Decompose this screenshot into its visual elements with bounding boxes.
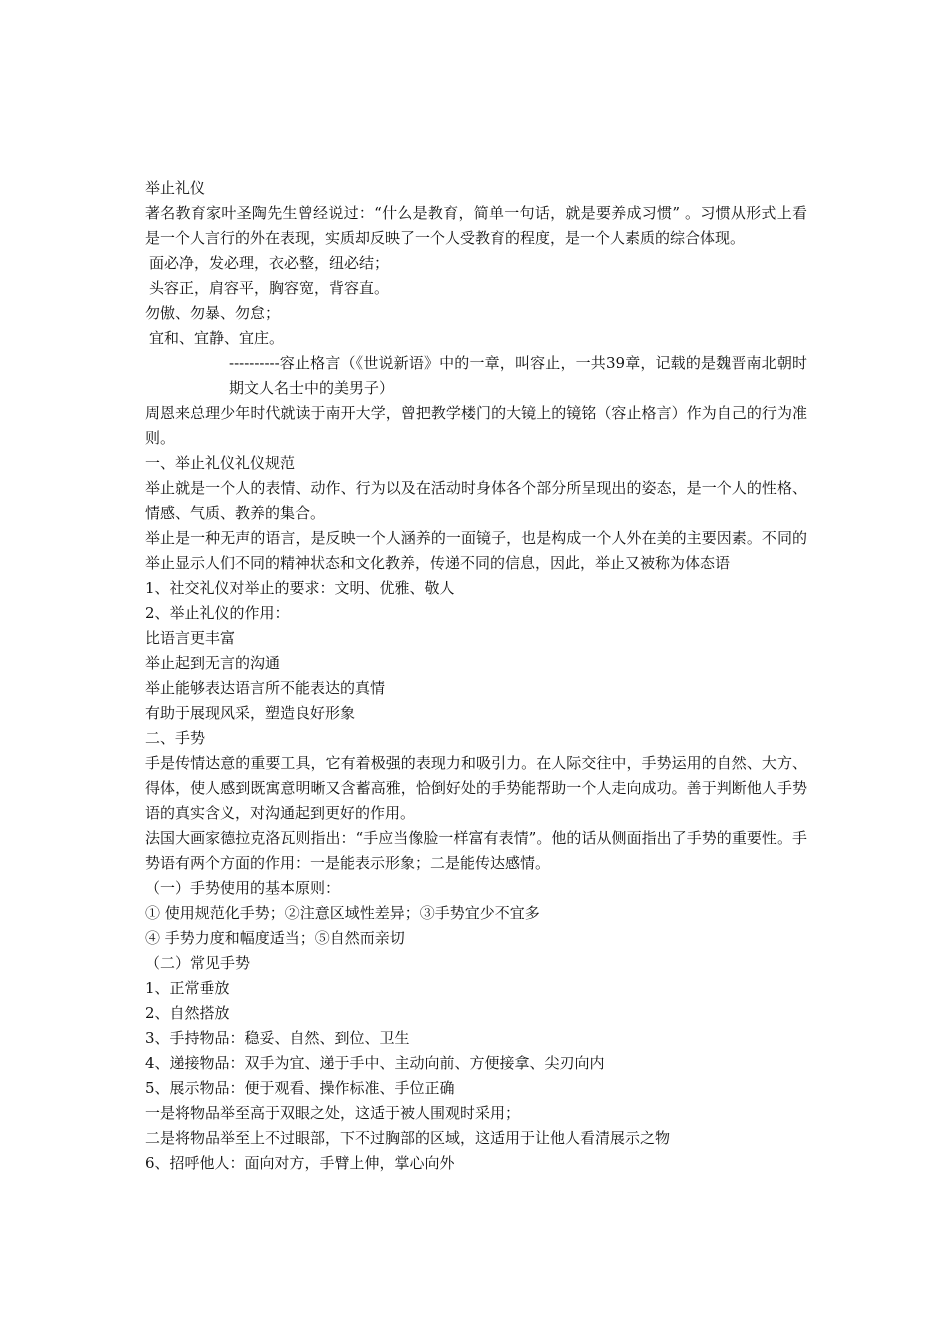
section-heading-1: 一、举止礼仪礼仪规范 (145, 454, 296, 472)
function-line-4: 有助于展现风采，塑造良好形象 (145, 704, 356, 722)
maxim-source: ----------容止格言（《世说新语》中的一章，叫容止，一共39章，记载的是魏晋南北朝时期文人名士中的美男子） (229, 354, 807, 397)
subheading-principles: （一）手势使用的基本原则： (145, 879, 341, 897)
section-heading-2: 二、手势 (145, 729, 206, 747)
display-method-2: 二是将物品举至上不过眼部，下不过胸部的区域，这适用于让他人看清展示之物 (145, 1129, 671, 1147)
document-body (145, 176, 807, 1176)
maxim-line-3: 勿傲、勿暴、勿怠； (145, 304, 281, 322)
paragraph-silent-language: 举止是一种无声的语言，是反映一个人涵养的一面镜子，也是构成一个人外在美的主要因素。不同的举止显示人们不同的精神状态和文化教养，传递不同的信息，因此，举止又被称为体态语 (145, 529, 807, 572)
subheading-common-gestures: （二）常见手势 (145, 954, 251, 972)
document-title: 举止礼仪 (145, 179, 206, 197)
list-item-requirements: 1、社交礼仪对举止的要求：文明、优雅、敬人 (145, 579, 455, 597)
gesture-item-5: 5、展示物品：便于观看、操作标准、手位正确 (145, 1079, 455, 1097)
gesture-item-4: 4、递接物品：双手为宜、递于手中、主动向前、方便接拿、尖刃向内 (145, 1054, 605, 1072)
paragraph-zhou-enlai: 周恩来总理少年时代就读于南开大学，曾把教学楼门的大镜上的镜铭（容止格言）作为自己的行为准则。 (145, 404, 807, 447)
function-line-1: 比语言更丰富 (145, 629, 236, 647)
gesture-item-6: 6、招呼他人：面向对方，手臂上伸，掌心向外 (145, 1154, 455, 1172)
gesture-item-2: 2、自然搭放 (145, 1004, 230, 1022)
paragraph-definition: 举止就是一个人的表情、动作、行为以及在活动时身体各个部分所呈现出的姿态，是一个人的性格、情感、气质、教养的集合。 (145, 479, 807, 522)
function-line-3: 举止能够表达语言所不能表达的真情 (145, 679, 386, 697)
paragraph-delacroix: 法国大画家德拉克洛瓦则指出：“手应当像脸一样富有表情”。他的话从侧面指出了手势的重要性。手势语有两个方面的作用：一是能表示形象；二是能传达感情。 (145, 829, 807, 872)
maxim-line-2: 头容正，肩容平，胸容宽，背容直。 (149, 279, 390, 297)
principles-line-2: ④ 手势力度和幅度适当；⑤自然而亲切 (145, 929, 405, 947)
gesture-item-1: 1、正常垂放 (145, 979, 230, 997)
maxim-line-4: 宜和、宜静、宜庄。 (149, 329, 285, 347)
paragraph-ye-shengtao-quote: 著名教育家叶圣陶先生曾经说过：“什么是教育，简单一句话，就是要养成习惯” 。习惯从形式上看是一个人言行的外在表现，实质却反映了一个人受教育的程度，是一个人素质的综合体现。 (145, 204, 807, 247)
function-line-2: 举止起到无言的沟通 (145, 654, 281, 672)
gesture-item-3: 3、手持物品：稳妥、自然、到位、卫生 (145, 1029, 410, 1047)
display-method-1: 一是将物品举至高于双眼之处，这适于被人围观时采用； (145, 1104, 521, 1122)
list-item-functions: 2、举止礼仪的作用： (145, 604, 290, 622)
maxim-line-1: 面必净，发必理，衣必整，纽必结； (149, 254, 390, 272)
paragraph-hand-tool: 手是传情达意的重要工具，它有着极强的表现力和吸引力。在人际交往中，手势运用的自然、大方、得体，使人感到既寓意明晰又含蓄高雅，恰倒好处的手势能帮助一个人走向成功。善于判断他人手势语的真实含义，对沟通起到更好的作用。 (145, 754, 807, 822)
principles-line-1: ① 使用规范化手势；②注意区域性差异；③手势宜少不宜多 (145, 904, 540, 922)
